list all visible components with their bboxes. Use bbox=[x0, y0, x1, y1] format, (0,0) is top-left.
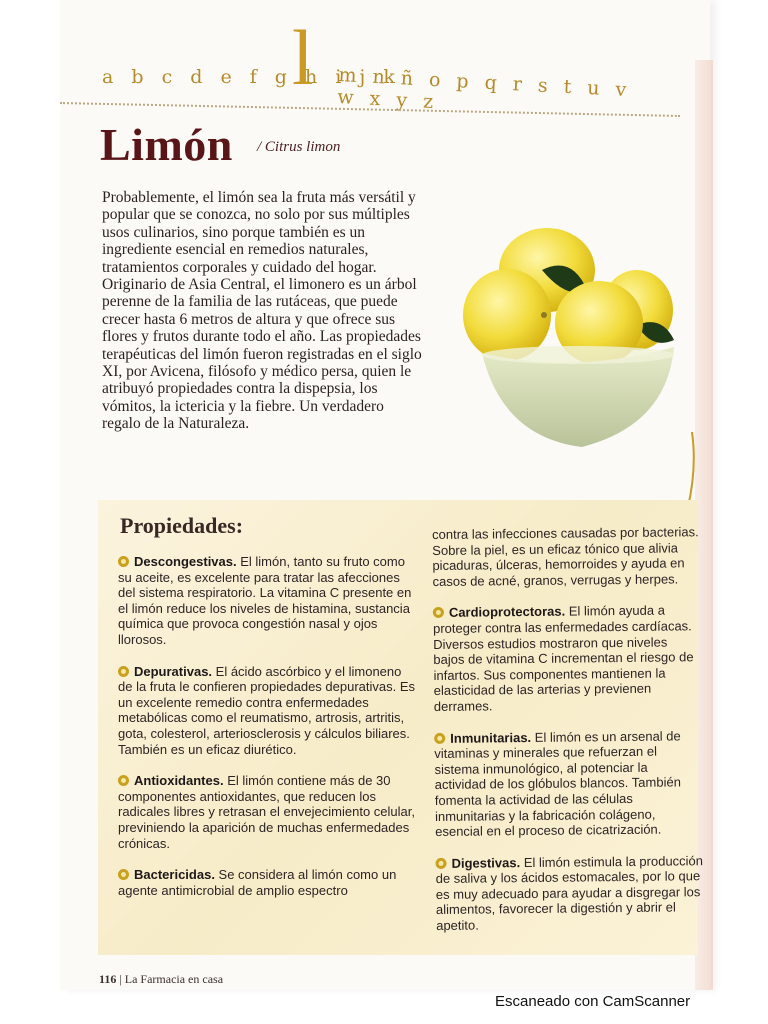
property-text: Se considera al limón como un agente antimicrobial de amplio espectro bbox=[118, 867, 397, 898]
properties-column-left bbox=[118, 554, 418, 914]
bullet-icon bbox=[434, 732, 445, 743]
property-term: Inmunitarias. bbox=[450, 729, 532, 746]
property-item bbox=[434, 728, 703, 840]
property-item bbox=[433, 603, 702, 715]
footer-separator: | bbox=[116, 972, 125, 986]
property-text: El ácido ascórbico y el limoneno de la fruta le confieren propiedades depurativas. Es un excelente remedio contra enfermedades metabólicas como el reumatismo, artrosis, artritis, gota, colesterol, arteriosclerosis y cálculos biliares. También es un eficaz diurético. bbox=[118, 663, 416, 757]
properties-heading: Propiedades: bbox=[120, 513, 244, 538]
property-term: Antioxidantes. bbox=[134, 773, 224, 789]
alphabet-right: m n ñ o p q r s t u v w x y z bbox=[336, 64, 632, 114]
property-continuation: contra las infecciones causadas por bacterias. Sobre la piel, es un eficaz tónico que alivia picaduras, úlceras, hemorroides y ayuda en casos de acné, granos, verrugas y herpes. bbox=[432, 524, 699, 589]
page-footer bbox=[99, 972, 223, 987]
alphabet-left: a b c d e f g h i j k bbox=[102, 66, 401, 88]
property-term: Depurativas. bbox=[134, 663, 213, 679]
bullet-icon bbox=[118, 775, 129, 786]
property-term: Bactericidas. bbox=[134, 867, 215, 883]
property-item bbox=[435, 853, 704, 934]
alphabet-header bbox=[102, 14, 662, 114]
properties-column-right bbox=[432, 524, 704, 949]
property-term: Cardioprotectoras. bbox=[448, 603, 566, 621]
intro-paragraph: Probablemente, el limón sea la fruta más versátil y popular que se conozca, no solo por sus múltiples usos culinarios, sino porque también es un ingrediente esencial en remedios naturales, tratamientos corporales y cuidado del hogar. Originario de Asia Central, el limonero es un árbol perenne de la familia de las rutáceas, que puede crecer hasta 6 metros de altura y que ofrece sus flores y frutos durante todo el año. Las propiedades terapéuticas del limón fueron registradas en el siglo XI, por Avicena, filósofo y médico persa, quien le atribuyó propiedades contra la dispepsia, los vómitos, la ictericia y la fiebre. Un verdadero regalo de la Naturaleza. bbox=[102, 189, 422, 433]
article-subtitle: / Citrus limon bbox=[257, 139, 341, 155]
article-title: Limón bbox=[100, 119, 233, 170]
property-item bbox=[118, 773, 418, 851]
property-text: El limón contiene más de 30 componentes antioxidantes, que reducen los radicales libres y retrasan el envejecimiento celular, previniendo la aparición de muchas enfermedades crónicas. bbox=[118, 773, 415, 851]
property-item bbox=[118, 867, 418, 898]
alphabet-current-letter: l bbox=[292, 14, 314, 101]
bullet-icon bbox=[118, 556, 129, 567]
property-item bbox=[118, 664, 418, 758]
book-title: La Farmacia en casa bbox=[124, 972, 224, 986]
property-term: Descongestivas. bbox=[134, 554, 237, 569]
property-item bbox=[118, 554, 418, 648]
lemon-bowl-illustration bbox=[462, 215, 682, 460]
scanner-watermark: Escaneado con CamScanner bbox=[495, 993, 691, 1010]
page-number: 116 bbox=[99, 972, 117, 986]
property-term: Digestivas. bbox=[451, 854, 521, 871]
property-text: El limón ayuda a proteger contra las enfermedades cardíacas. Diversos estudios mostraron que niveles bajos de vitamina C incrementan el riesgo de infartos. Sus componentes mantienen la elasticidad de las arterias y previenen derrames. bbox=[432, 602, 694, 714]
bullet-icon bbox=[435, 858, 446, 869]
property-text: El limón es un arsenal de vitaminas y minerales que refuerzan el sistema inmunológico, al potenciar la actividad de los glóbulos blancos. También fomenta la actividad de las células inmunitarias y la fabricación colágeno, esencial en el proceso de cicatrización. bbox=[434, 727, 681, 840]
property-text: El limón, tanto su fruto como su aceite, es excelente para tratar las afecciones del sistema respiratorio. La vitamina C presente en el limón reduce los niveles de histamina, sustancia química que provoca congestión nasal y ojos llorosos. bbox=[118, 554, 412, 647]
bullet-icon bbox=[433, 607, 444, 618]
property-text: El limón estimula la producción de saliva y los ácidos estomacales, por lo que es muy adecuado para ayudar a disgregar los alimentos, favorecer la digestión y abrir el apetito. bbox=[435, 852, 704, 934]
bullet-icon bbox=[118, 666, 129, 677]
bullet-icon bbox=[118, 869, 129, 880]
